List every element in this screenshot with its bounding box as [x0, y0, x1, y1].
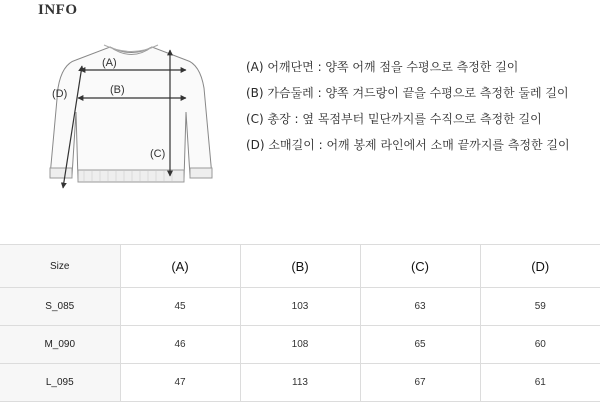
column-header-d: (D): [480, 245, 600, 288]
legend-item-b: (B) 가슴둘레 : 양쪽 겨드랑이 끝을 수평으로 측정한 둘레 길이: [246, 86, 569, 100]
label-c: (C): [150, 148, 166, 160]
size-chart-table: [0, 244, 600, 402]
value-cell: 63: [360, 288, 480, 326]
table-header-row: [0, 245, 600, 288]
value-cell: 47: [120, 364, 240, 402]
value-cell: 60: [480, 326, 600, 364]
table-row: [0, 326, 600, 364]
column-header-b: (B): [240, 245, 360, 288]
legend-item-a: (A) 어깨단면 : 양쪽 어깨 점을 수평으로 측정한 길이: [246, 60, 519, 74]
sweater-measurement-diagram: [0, 30, 240, 200]
legend-item-d: (D) 소매길이 : 어깨 봉제 라인에서 소매 끝까지를 측정한 길이: [246, 138, 570, 152]
measurement-legend: [246, 60, 596, 164]
page-title: INFO: [38, 2, 78, 18]
label-b: (B): [110, 84, 125, 96]
value-cell: 103: [240, 288, 360, 326]
column-header-c: (C): [360, 245, 480, 288]
label-a: (A): [102, 57, 117, 69]
value-cell: 59: [480, 288, 600, 326]
size-column-header: Size: [0, 245, 120, 288]
size-label: L_095: [0, 364, 120, 402]
label-d: (D): [52, 88, 68, 100]
table-row: [0, 288, 600, 326]
value-cell: 61: [480, 364, 600, 402]
value-cell: 67: [360, 364, 480, 402]
value-cell: 45: [120, 288, 240, 326]
size-label: M_090: [0, 326, 120, 364]
legend-item-c: (C) 총장 : 옆 목점부터 밑단까지를 수직으로 측정한 길이: [246, 112, 542, 126]
column-header-a: (A): [120, 245, 240, 288]
size-label: S_085: [0, 288, 120, 326]
value-cell: 65: [360, 326, 480, 364]
value-cell: 108: [240, 326, 360, 364]
value-cell: 113: [240, 364, 360, 402]
value-cell: 46: [120, 326, 240, 364]
table-row: [0, 364, 600, 402]
